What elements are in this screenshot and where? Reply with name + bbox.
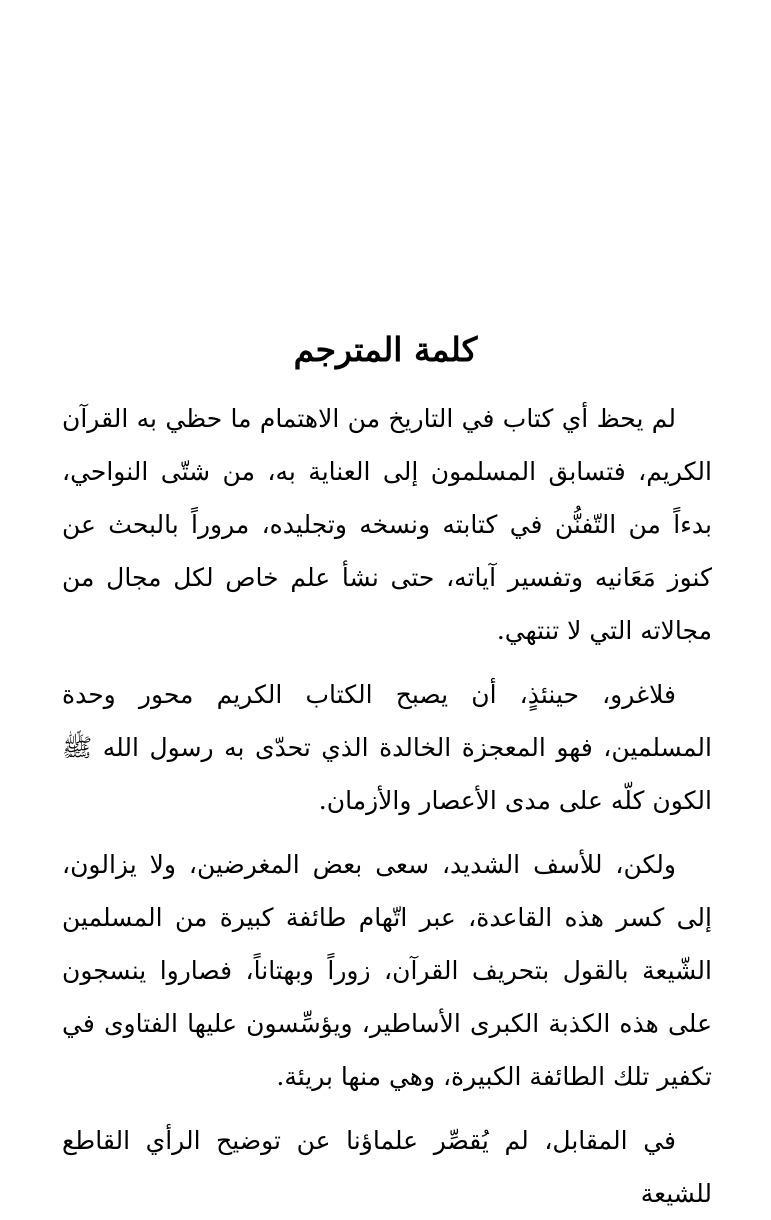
- paragraph-3: ولكن، للأسف الشديد، سعى بعض المغرضين، ولا يزالون، إلى كسر هذه القاعدة، عبر اتّهام طائفة كبيرة من المسلمين الشّيعة بالقول بتحريف القرآن، زوراً وبهتاناً، فصاروا ينسجون على هذه الكذبة الكبرى الأساطير، ويؤسِّسون عليها الفتاوى في تكفير تلك الطائفة الكبيرة، وهي منها بريئة.: [62, 850, 712, 1091]
- page-title: كلمة المترجم: [293, 330, 478, 369]
- body-text: [62, 392, 712, 1220]
- paragraph-2: فلاغرو، حينئذٍ، أن يصبح الكتاب الكريم محور وحدة المسلمين، فهو المعجزة الخالدة الذي تحدّى به رسول الله ﷺ الكون كلّه على مدى الأعصار والأزمان.: [62, 680, 712, 815]
- paragraph-4: في المقابل، لم يُقصِّر علماؤنا عن توضيح الرأي القاطع للشيعة: [62, 1126, 712, 1208]
- paragraph-1: لم يحظ أي كتاب في التاريخ من الاهتمام ما حظي به القرآن الكريم، فتسابق المسلمون إلى العناية به، من شتّى النواحي، بدءاً من التّفنُّن في كتابته ونسخه وتجليده، مروراً بالبحث عن كنوز مَعَانيه وتفسير آياته، حتى نشأ علم خاص لكل مجال من مجالاته التي لا تنتهي.: [62, 404, 712, 645]
